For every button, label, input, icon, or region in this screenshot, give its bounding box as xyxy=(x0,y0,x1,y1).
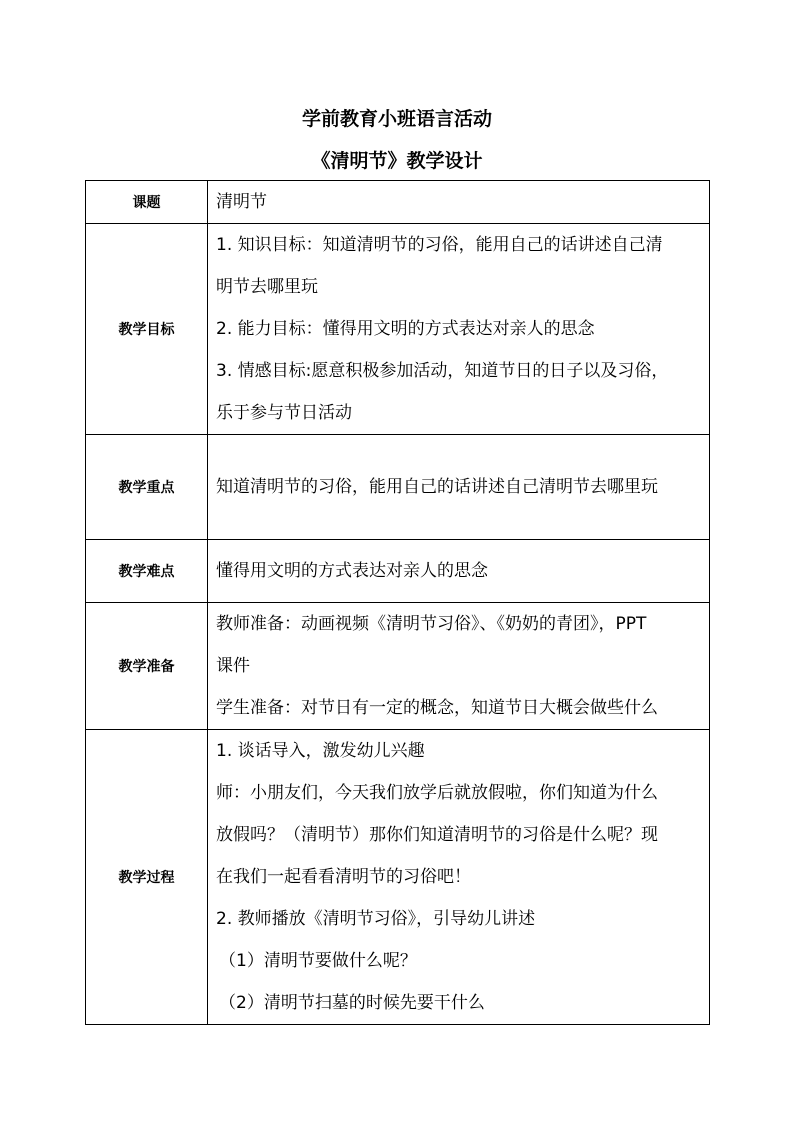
row-content-topic xyxy=(208,181,710,224)
table-row xyxy=(86,224,710,435)
content-line: （1）清明节要做什么呢？ xyxy=(219,951,417,971)
content-line: 教师准备：动画视频《清明节习俗》、《奶奶的青团》，PPT xyxy=(216,614,647,634)
content-line: 明节去哪里玩 xyxy=(216,277,318,297)
content-line: （2）清明节扫墓的时候先要干什么 xyxy=(219,993,485,1013)
content-line: 知道清明节的习俗，能用自己的话讲述自己清明节去哪里玩 xyxy=(216,477,658,497)
row-label-topic: 课题 xyxy=(86,181,208,224)
content-line: 清明节 xyxy=(216,192,267,212)
document-subtitle: 《清明节》教学设计 xyxy=(311,150,483,172)
content-line: 课件 xyxy=(216,656,250,676)
table-row xyxy=(86,730,710,1025)
content-line: 1. 谈话导入，激发幼儿兴趣 xyxy=(216,741,425,761)
content-line: 2. 教师播放《清明节习俗》，引导幼儿讲述 xyxy=(216,909,536,929)
row-label-preparation: 教学准备 xyxy=(86,603,208,730)
table-row xyxy=(86,181,710,224)
row-content-difficulties xyxy=(208,540,710,603)
row-label-process: 教学过程 xyxy=(86,730,208,1025)
row-content-process xyxy=(208,730,710,1025)
content-line: 2. 能力目标：懂得用文明的方式表达对亲人的思念 xyxy=(216,319,595,339)
table-row xyxy=(86,540,710,603)
lesson-plan-table xyxy=(85,180,710,1025)
content-line: 懂得用文明的方式表达对亲人的思念 xyxy=(216,561,488,581)
table-row xyxy=(86,435,710,540)
table-row xyxy=(86,603,710,730)
content-line: 放假吗？（清明节）那你们知道清明节的习俗是什么呢？现 xyxy=(216,825,658,845)
content-line: 3. 情感目标:愿意积极参加活动，知道节日的日子以及习俗， xyxy=(216,361,669,381)
content-line: 学生准备：对节日有一定的概念，知道节日大概会做些什么 xyxy=(216,698,658,718)
row-content-objectives xyxy=(208,224,710,435)
row-content-key-points xyxy=(208,435,710,540)
row-label-difficulties: 教学难点 xyxy=(86,540,208,603)
row-label-objectives: 教学目标 xyxy=(86,224,208,435)
row-label-key-points: 教学重点 xyxy=(86,435,208,540)
row-content-preparation xyxy=(208,603,710,730)
document-title: 学前教育小班语言活动 xyxy=(301,108,492,130)
content-line: 在我们一起看看清明节的习俗吧！ xyxy=(216,867,471,887)
content-line: 师：小朋友们，今天我们放学后就放假啦，你们知道为什么 xyxy=(216,783,658,803)
content-line: 乐于参与节日活动 xyxy=(216,403,352,423)
content-line: 1. 知识目标：知道清明节的习俗，能用自己的话讲述自己清 xyxy=(216,235,663,255)
